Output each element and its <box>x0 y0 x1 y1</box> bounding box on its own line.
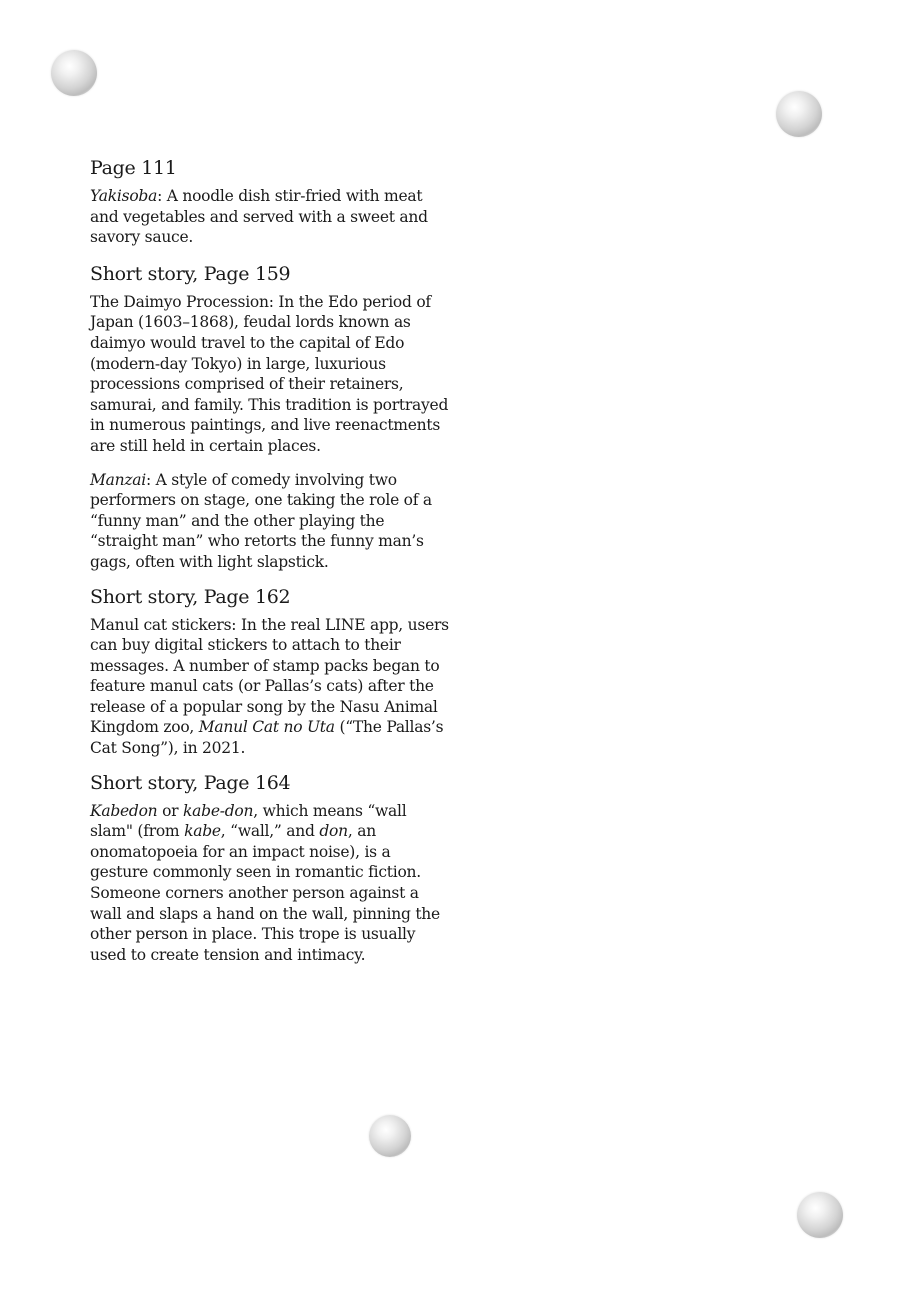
section-heading: Short story, Page 159 <box>90 262 291 285</box>
glossary-definition: : A style of comedy involving two performers on stage, one taking the role of a “funny man” and the other playing the “straight man” who retorts the funny man’s gags, often with light slapstick. <box>90 470 432 571</box>
glossary-entry-kabedon <box>90 801 452 966</box>
glossary-definition-cont: , “wall,” and <box>220 822 320 841</box>
song-title: Manul Cat no Uta <box>198 718 335 737</box>
glossary-definition: , which means “wall slam" (from <box>90 801 407 841</box>
glossary-notes <box>90 155 452 965</box>
glossary-term-kabe: kabe <box>184 822 221 841</box>
glossary-term-don: don <box>319 822 348 841</box>
water-bubble-decoration <box>369 1115 411 1157</box>
glossary-definition: : A noodle dish stir-fried with meat and vegetables and served with a sweet and savory sauce. <box>90 187 428 247</box>
glossary-definition-cont: (“The Pallas’s Cat Song”), in 2021. <box>90 718 444 758</box>
glossary-definition: In the Edo period of Japan (1603–1868), feudal lords known as daimyo would travel to the capital of Edo (modern-day Tokyo) in large, luxurious processions comprised of their retainers, samurai, and family. This tradition is portrayed in numerous paintings, and live reenactments are still held in certain places. <box>90 292 449 455</box>
section-heading: Page 111 <box>90 157 177 179</box>
glossary-term: Yakisoba <box>90 187 158 205</box>
connector-text: or <box>157 801 184 820</box>
glossary-definition: : In the real LINE app, users can buy digital stickers to attach to their messages. A number of stamp packs began to feature manul cats (or Pallas’s cats) after the release of a popular song by the Nasu Animal Kingdom zoo, <box>90 615 449 737</box>
glossary-entry-manul-cat-stickers <box>90 615 452 759</box>
glossary-term: Manul cat stickers <box>90 615 232 634</box>
section-heading: Short story, Page 162 <box>90 585 291 608</box>
glossary-entry-yakisoba <box>90 186 452 248</box>
glossary-entry-daimyo-procession <box>90 292 452 457</box>
glossary-term-alt: kabe-don <box>183 801 254 820</box>
water-bubble-decoration <box>776 91 822 137</box>
water-bubble-decoration <box>797 1192 843 1238</box>
glossary-term: The Daimyo Procession: <box>90 292 274 311</box>
glossary-term: Manzai <box>90 470 146 489</box>
glossary-definition-cont: , an onomatopoeia for an impact noise), is a gesture commonly seen in romantic fiction. Someone corners another person against a wall and slaps a hand on the wall, pinning the other person in place. This trope is usually used to create tension and intimacy. <box>90 822 440 964</box>
glossary-term: Kabedon <box>90 801 158 820</box>
section-heading: Short story, Page 164 <box>90 771 291 794</box>
water-bubble-decoration <box>51 50 97 96</box>
glossary-entry-manzai <box>90 470 452 573</box>
